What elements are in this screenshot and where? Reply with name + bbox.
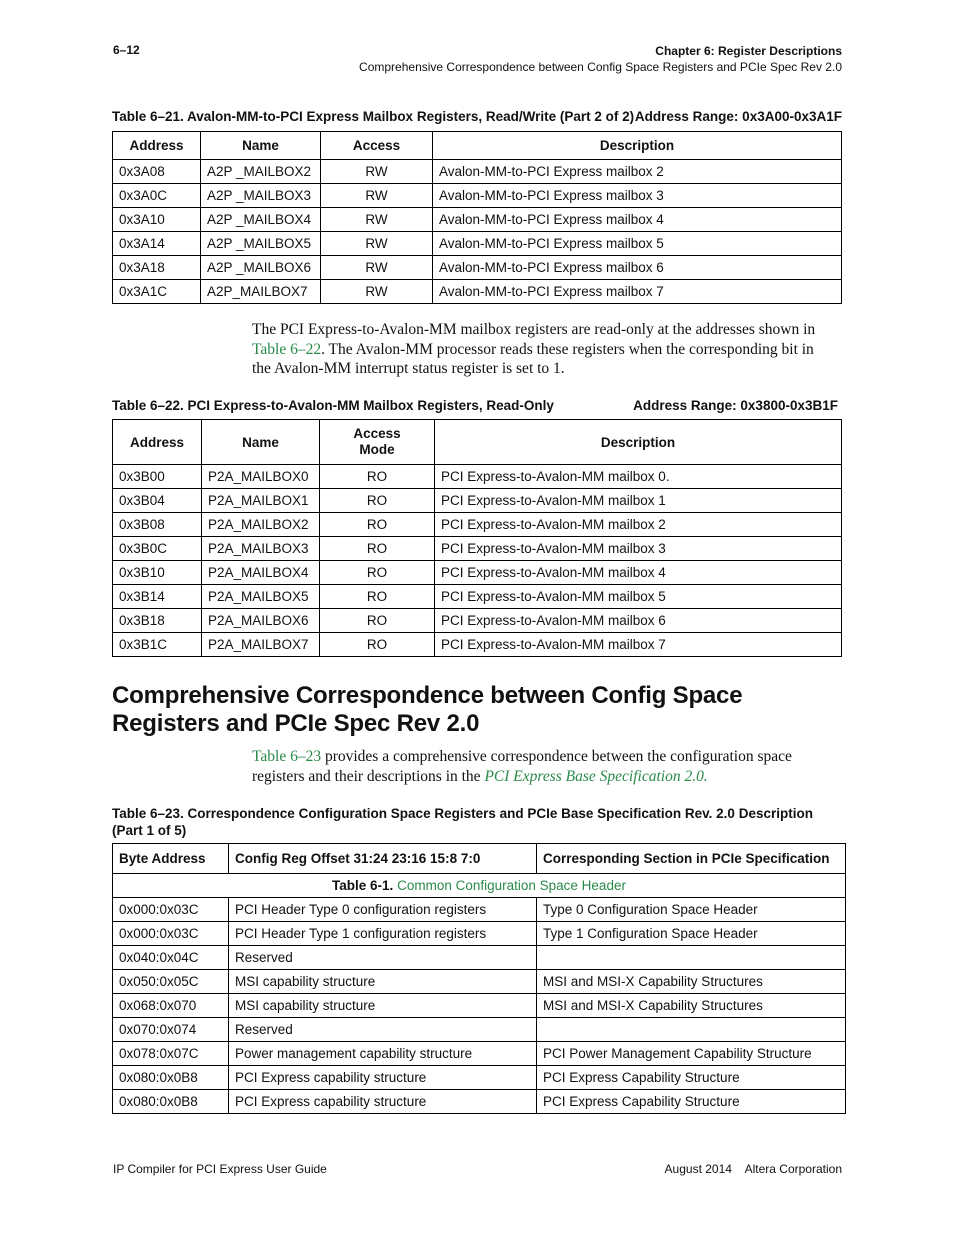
table-row — [113, 994, 846, 1018]
table-cell: P2A_MAILBOX7 — [202, 633, 320, 657]
table-row — [113, 1090, 846, 1114]
table-cell: A2P _MAILBOX3 — [201, 184, 321, 208]
table-cell: RW — [321, 280, 433, 304]
table-cell: 0x3B00 — [113, 465, 202, 489]
table-cell: 0x3B10 — [113, 561, 202, 585]
table-cell: PCI Express-to-Avalon-MM mailbox 3 — [435, 537, 842, 561]
table-cell: Avalon-MM-to-PCI Express mailbox 2 — [433, 160, 842, 184]
table-cell: A2P _MAILBOX2 — [201, 160, 321, 184]
table-cell: RO — [320, 489, 435, 513]
table-cell: 0x000:0x03C — [113, 922, 229, 946]
table-cell: RW — [321, 256, 433, 280]
table-cell: RO — [320, 513, 435, 537]
header-name: Name — [202, 420, 320, 465]
table-row — [113, 585, 842, 609]
table-cell: MSI and MSI-X Capability Structures — [537, 994, 846, 1018]
table-cell: P2A_MAILBOX3 — [202, 537, 320, 561]
table-cell: P2A_MAILBOX0 — [202, 465, 320, 489]
table-cell: Type 1 Configuration Space Header — [537, 922, 846, 946]
table-cell: PCI Express-to-Avalon-MM mailbox 7 — [435, 633, 842, 657]
table22-range: Address Range: 0x3800-0x3B1F — [633, 398, 838, 413]
table-row — [113, 256, 842, 280]
table-cell: A2P _MAILBOX4 — [201, 208, 321, 232]
table-cell: 0x3B0C — [113, 537, 202, 561]
table-cell: RW — [321, 184, 433, 208]
table-cell: P2A_MAILBOX2 — [202, 513, 320, 537]
table-row — [113, 609, 842, 633]
table-row — [113, 561, 842, 585]
table-cell: PCI Header Type 1 configuration registers — [229, 922, 537, 946]
table21-range: Address Range: 0x3A00-0x3A1F — [634, 109, 842, 124]
header-description: Description — [435, 420, 842, 465]
footer-doc-title: IP Compiler for PCI Express User Guide — [113, 1162, 327, 1176]
table-cell: 0x080:0x0B8 — [113, 1066, 229, 1090]
table-cell: 0x000:0x03C — [113, 898, 229, 922]
table-row — [113, 513, 842, 537]
table-header-row — [113, 132, 842, 160]
table-cell: MSI and MSI-X Capability Structures — [537, 970, 846, 994]
subheader-label: Table 6-1. — [332, 878, 394, 893]
table-cell: 0x070:0x074 — [113, 1018, 229, 1042]
table-cell: Type 0 Configuration Space Header — [537, 898, 846, 922]
table-cell: RO — [320, 465, 435, 489]
table-row — [113, 1018, 846, 1042]
table21 — [112, 131, 842, 304]
section-heading: Comprehensive Correspondence between Config Space Registers and PCIe Spec Rev 2.0 — [112, 682, 743, 737]
table-cell: Avalon-MM-to-PCI Express mailbox 7 — [433, 280, 842, 304]
table-cell: Reserved — [229, 946, 537, 970]
table-cell: PCI Express-to-Avalon-MM mailbox 5 — [435, 585, 842, 609]
header-access-mode-label: Access Mode — [353, 426, 401, 457]
header-corresponding-section: Corresponding Section in PCIe Specification — [537, 844, 846, 874]
header-config-reg-offset: Config Reg Offset 31:24 23:16 15:8 7:0 — [229, 844, 537, 874]
table23 — [112, 843, 846, 1114]
table-row — [113, 489, 842, 513]
table-cell: Avalon-MM-to-PCI Express mailbox 5 — [433, 232, 842, 256]
table-row — [113, 280, 842, 304]
table-cell: PCI Express-to-Avalon-MM mailbox 2 — [435, 513, 842, 537]
table-row — [113, 898, 846, 922]
table-subheader-row — [113, 874, 846, 898]
table-6-22-link[interactable]: Table 6–22 — [252, 340, 322, 358]
table-cell: P2A_MAILBOX4 — [202, 561, 320, 585]
header-name: Name — [201, 132, 321, 160]
table-6-23-link[interactable]: Table 6–23 — [252, 748, 322, 765]
chapter-title: Chapter 6: Register Descriptions — [655, 44, 842, 58]
table-row — [113, 465, 842, 489]
table22-caption: Table 6–22. PCI Express-to-Avalon-MM Mailbox Registers, Read-Only — [112, 398, 554, 413]
table-cell: PCI Express-to-Avalon-MM mailbox 4 — [435, 561, 842, 585]
table-cell: 0x3A1C — [113, 280, 201, 304]
table-cell: 0x3A14 — [113, 232, 201, 256]
table-cell: RO — [320, 537, 435, 561]
table-cell: 0x3A18 — [113, 256, 201, 280]
table-row — [113, 184, 842, 208]
table-cell: PCI Express-to-Avalon-MM mailbox 0. — [435, 465, 842, 489]
footer-date-company: August 2014 Altera Corporation — [664, 1162, 842, 1176]
table-cell: RO — [320, 561, 435, 585]
table-row — [113, 1042, 846, 1066]
table-row — [113, 537, 842, 561]
table-cell: PCI Express Capability Structure — [537, 1066, 846, 1090]
paragraph-correspondence — [252, 747, 832, 786]
paragraph-text: . The Avalon-MM processor reads these registers when the corresponding bit in the Avalon-MM interrupt status register is set to 1. — [252, 340, 814, 377]
header-address: Address — [113, 132, 201, 160]
table-cell: RW — [321, 208, 433, 232]
header-description: Description — [433, 132, 842, 160]
table-header-row — [113, 844, 846, 874]
header-address: Address — [113, 420, 202, 465]
table-cell: Avalon-MM-to-PCI Express mailbox 3 — [433, 184, 842, 208]
table-cell: 0x068:0x070 — [113, 994, 229, 1018]
table-cell: PCI Express Capability Structure — [537, 1090, 846, 1114]
table23-caption: Table 6–23. Correspondence Configuration Space Registers and PCIe Base Specification Rev. 2.0 Description (Part 1 of 5) — [112, 806, 813, 838]
table-cell: PCI Express capability structure — [229, 1090, 537, 1114]
table-cell: Power management capability structure — [229, 1042, 537, 1066]
header-access-mode — [320, 420, 435, 465]
table-cell: 0x040:0x04C — [113, 946, 229, 970]
table-cell: 0x3B14 — [113, 585, 202, 609]
table-row — [113, 232, 842, 256]
table-row — [113, 1066, 846, 1090]
table-cell: P2A_MAILBOX1 — [202, 489, 320, 513]
table-cell: PCI Header Type 0 configuration registers — [229, 898, 537, 922]
table-cell: 0x3B18 — [113, 609, 202, 633]
table-cell: 0x3B1C — [113, 633, 202, 657]
header-access: Access — [321, 132, 433, 160]
table-cell: 0x050:0x05C — [113, 970, 229, 994]
table21-caption: Table 6–21. Avalon-MM-to-PCI Express Mailbox Registers, Read/Write (Part 2 of 2) — [112, 109, 635, 124]
table-row — [113, 946, 846, 970]
table-cell: PCI Power Management Capability Structure — [537, 1042, 846, 1066]
table-cell: A2P _MAILBOX5 — [201, 232, 321, 256]
table-cell: PCI Express-to-Avalon-MM mailbox 1 — [435, 489, 842, 513]
table-cell: RW — [321, 160, 433, 184]
table-cell: Avalon-MM-to-PCI Express mailbox 4 — [433, 208, 842, 232]
pcie-spec-link[interactable]: PCI Express Base Specification 2.0. — [484, 767, 708, 785]
table-cell: A2P _MAILBOX6 — [201, 256, 321, 280]
table22 — [112, 419, 842, 657]
table-subheader — [113, 874, 846, 898]
table-cell: 0x3A0C — [113, 184, 201, 208]
table-cell: MSI capability structure — [229, 994, 537, 1018]
section-title: Comprehensive Correspondence between Config Space Registers and PCIe Spec Rev 2.0 — [359, 60, 842, 74]
paragraph-text: provides a comprehensive correspondence between the configuration space registers and their descriptions in the — [252, 748, 792, 785]
table-cell: MSI capability structure — [229, 970, 537, 994]
page-number: 6–12 — [113, 43, 140, 57]
table-row — [113, 208, 842, 232]
table-cell: 0x080:0x0B8 — [113, 1090, 229, 1114]
table-cell: PCI Express-to-Avalon-MM mailbox 6 — [435, 609, 842, 633]
table-cell: RW — [321, 232, 433, 256]
table-header-row — [113, 420, 842, 465]
table-cell: Avalon-MM-to-PCI Express mailbox 6 — [433, 256, 842, 280]
table-cell: P2A_MAILBOX6 — [202, 609, 320, 633]
table-cell: RO — [320, 633, 435, 657]
table-cell: 0x3B08 — [113, 513, 202, 537]
table-cell: A2P_MAILBOX7 — [201, 280, 321, 304]
table-cell: 0x3B04 — [113, 489, 202, 513]
table-cell: PCI Express capability structure — [229, 1066, 537, 1090]
table-row — [113, 922, 846, 946]
table-cell — [537, 1018, 846, 1042]
table-cell: RO — [320, 609, 435, 633]
running-header — [359, 43, 842, 75]
table-row — [113, 160, 842, 184]
table-cell: Reserved — [229, 1018, 537, 1042]
table-row — [113, 633, 842, 657]
paragraph-mailbox — [252, 320, 832, 379]
table-row — [113, 970, 846, 994]
table-cell: RO — [320, 585, 435, 609]
table-cell — [537, 946, 846, 970]
common-config-header-link[interactable]: Common Configuration Space Header — [397, 878, 626, 893]
header-byte-address: Byte Address — [113, 844, 229, 874]
paragraph-text: The PCI Express-to-Avalon-MM mailbox registers are read-only at the addresses shown in — [252, 321, 816, 338]
table-cell: P2A_MAILBOX5 — [202, 585, 320, 609]
table-cell: 0x3A08 — [113, 160, 201, 184]
table-cell: 0x3A10 — [113, 208, 201, 232]
table-cell: 0x078:0x07C — [113, 1042, 229, 1066]
